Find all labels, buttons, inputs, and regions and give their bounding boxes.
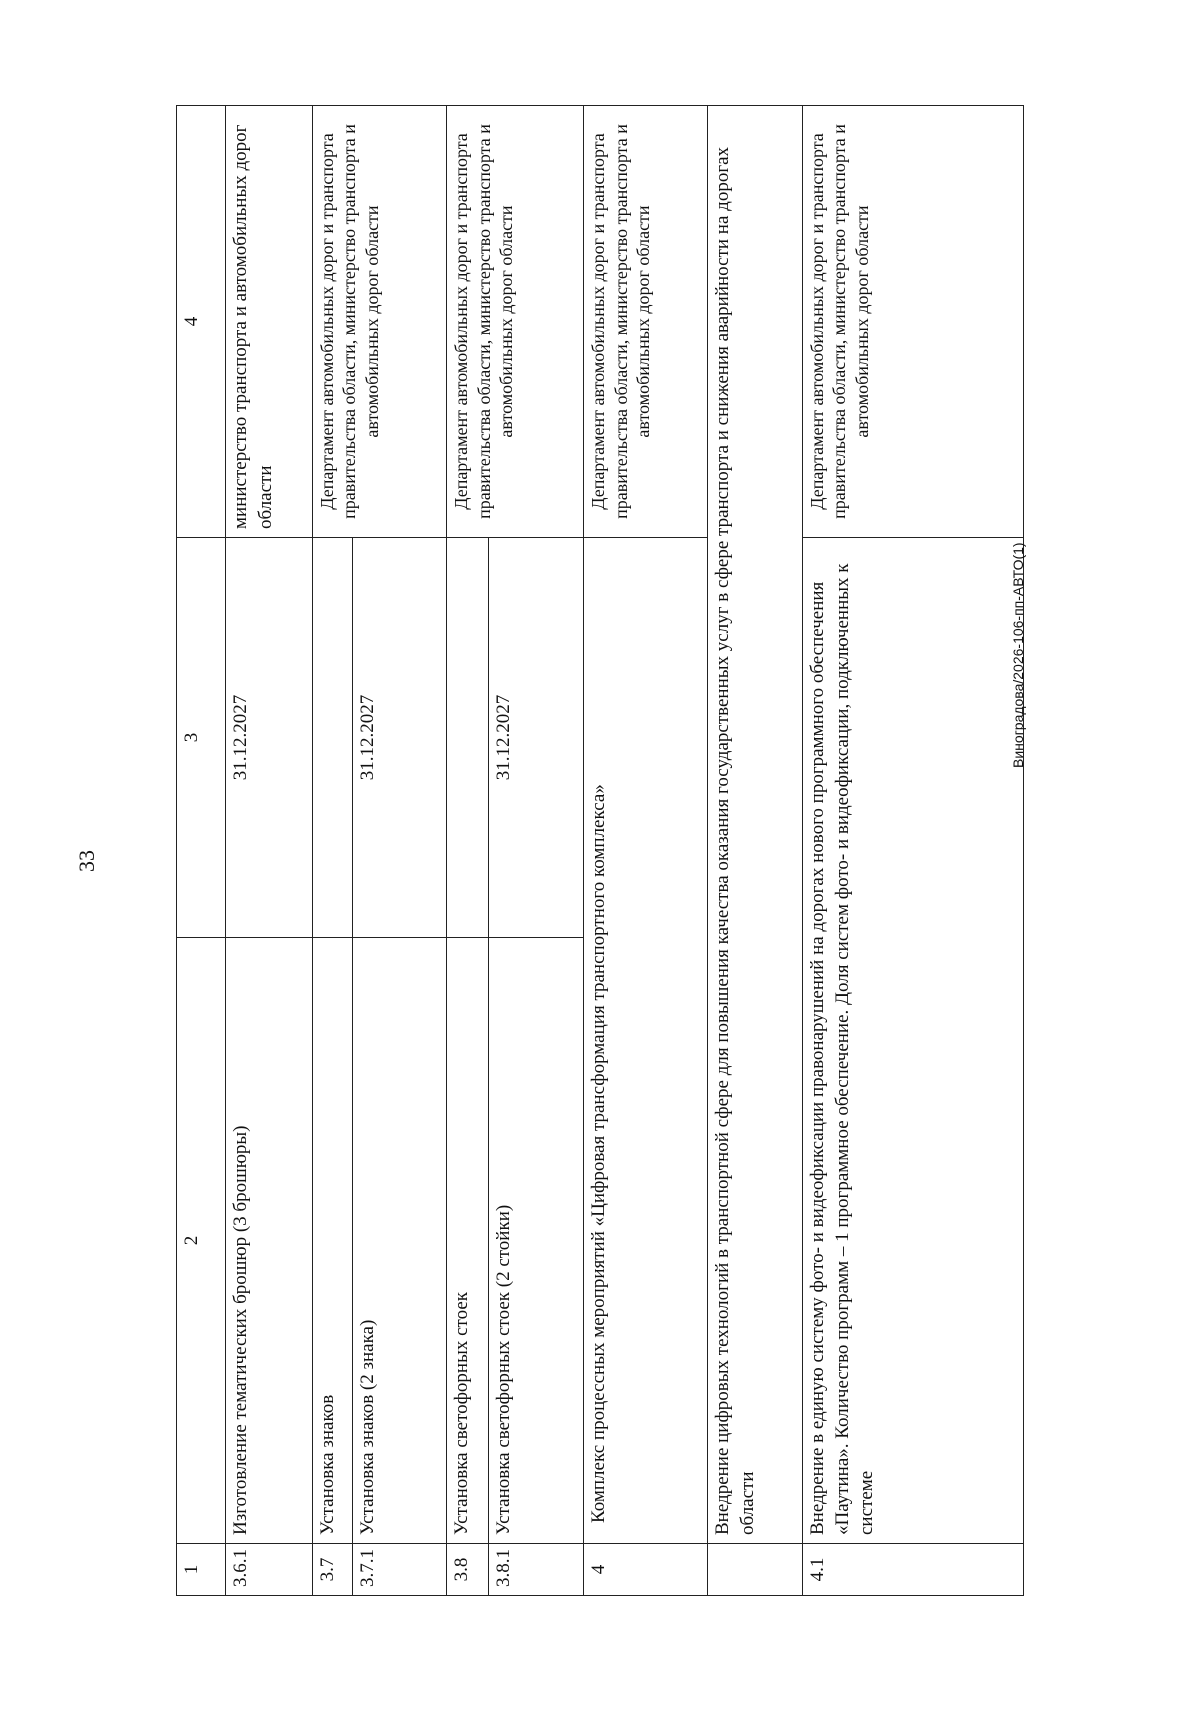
row-number: 3.8 xyxy=(447,1544,489,1596)
row-name: Установка знаков (2 знака) xyxy=(352,938,447,1544)
row-name: Изготовление тематических брошюр (3 брошюры) xyxy=(226,938,312,1544)
row-name: Комплекс процессных мероприятий «Цифровая трансформация транспортного комплекса» xyxy=(584,538,708,1544)
header-cell: 1 xyxy=(177,1544,226,1596)
row-number xyxy=(708,1544,803,1596)
row-date: 31.12.2027 xyxy=(226,538,312,938)
row-name: Внедрение в единую систему фото- и видеофиксации правонарушений на дорогах нового программного обеспечения «Паутина». Количество программ – 1 программное обеспечение. Доля систем фото- и видеофиксации, подключенных к системе xyxy=(802,538,1023,1544)
row-date xyxy=(447,538,489,938)
row-number: 4 xyxy=(584,1544,708,1596)
row-date xyxy=(312,538,352,938)
row-number: 3.7 xyxy=(312,1544,352,1596)
header-row xyxy=(177,106,226,1596)
row-date: 31.12.2027 xyxy=(352,538,447,938)
row-name: Установка знаков xyxy=(312,938,352,1544)
table-row xyxy=(447,106,489,1596)
table-row xyxy=(584,106,708,1596)
document-code: Виноградова/2026-106-пп-АВТО(1) xyxy=(1010,542,1026,768)
row-responsible: министерство транспорта и автомобильных дорог области xyxy=(226,106,312,538)
row-number: 4.1 xyxy=(802,1544,1023,1596)
row-responsible: Департамент автомобильных дорог и транспорта правительства области, министерство транспорта и автомобильных дорог области xyxy=(312,106,447,538)
row-name: Установка светофорных стоек xyxy=(447,938,489,1544)
table-row xyxy=(312,106,352,1596)
header-cell: 2 xyxy=(177,938,226,1544)
row-date: 31.12.2027 xyxy=(489,538,584,938)
section-row xyxy=(708,106,803,1596)
row-name: Установка светофорных стоек (2 стойки) xyxy=(489,938,584,1544)
header-cell: 3 xyxy=(177,538,226,938)
page-number: 33 xyxy=(74,850,99,872)
table-row xyxy=(226,106,312,1596)
row-responsible: Департамент автомобильных дорог и транспорта правительства области, министерство транспорта и автомобильных дорог области xyxy=(447,106,584,538)
section-title: Внедрение цифровых технологий в транспортной сфере для повышения качества оказания государственных услуг в сфере транспорта и снижения аварийности на дорогах области xyxy=(708,106,803,1544)
row-responsible: Департамент автомобильных дорог и транспорта правительства области, министерство транспорта и автомобильных дорог области xyxy=(802,106,1023,538)
table-container xyxy=(176,106,1024,1596)
row-number: 3.7.1 xyxy=(352,1544,447,1596)
table-row xyxy=(802,106,1023,1596)
measures-table xyxy=(176,105,1024,1596)
row-responsible: Департамент автомобильных дорог и транспорта правительства области, министерство транспорта и автомобильных дорог области xyxy=(584,106,708,538)
row-number: 3.6.1 xyxy=(226,1544,312,1596)
header-cell: 4 xyxy=(177,106,226,538)
row-number: 3.8.1 xyxy=(489,1544,584,1596)
